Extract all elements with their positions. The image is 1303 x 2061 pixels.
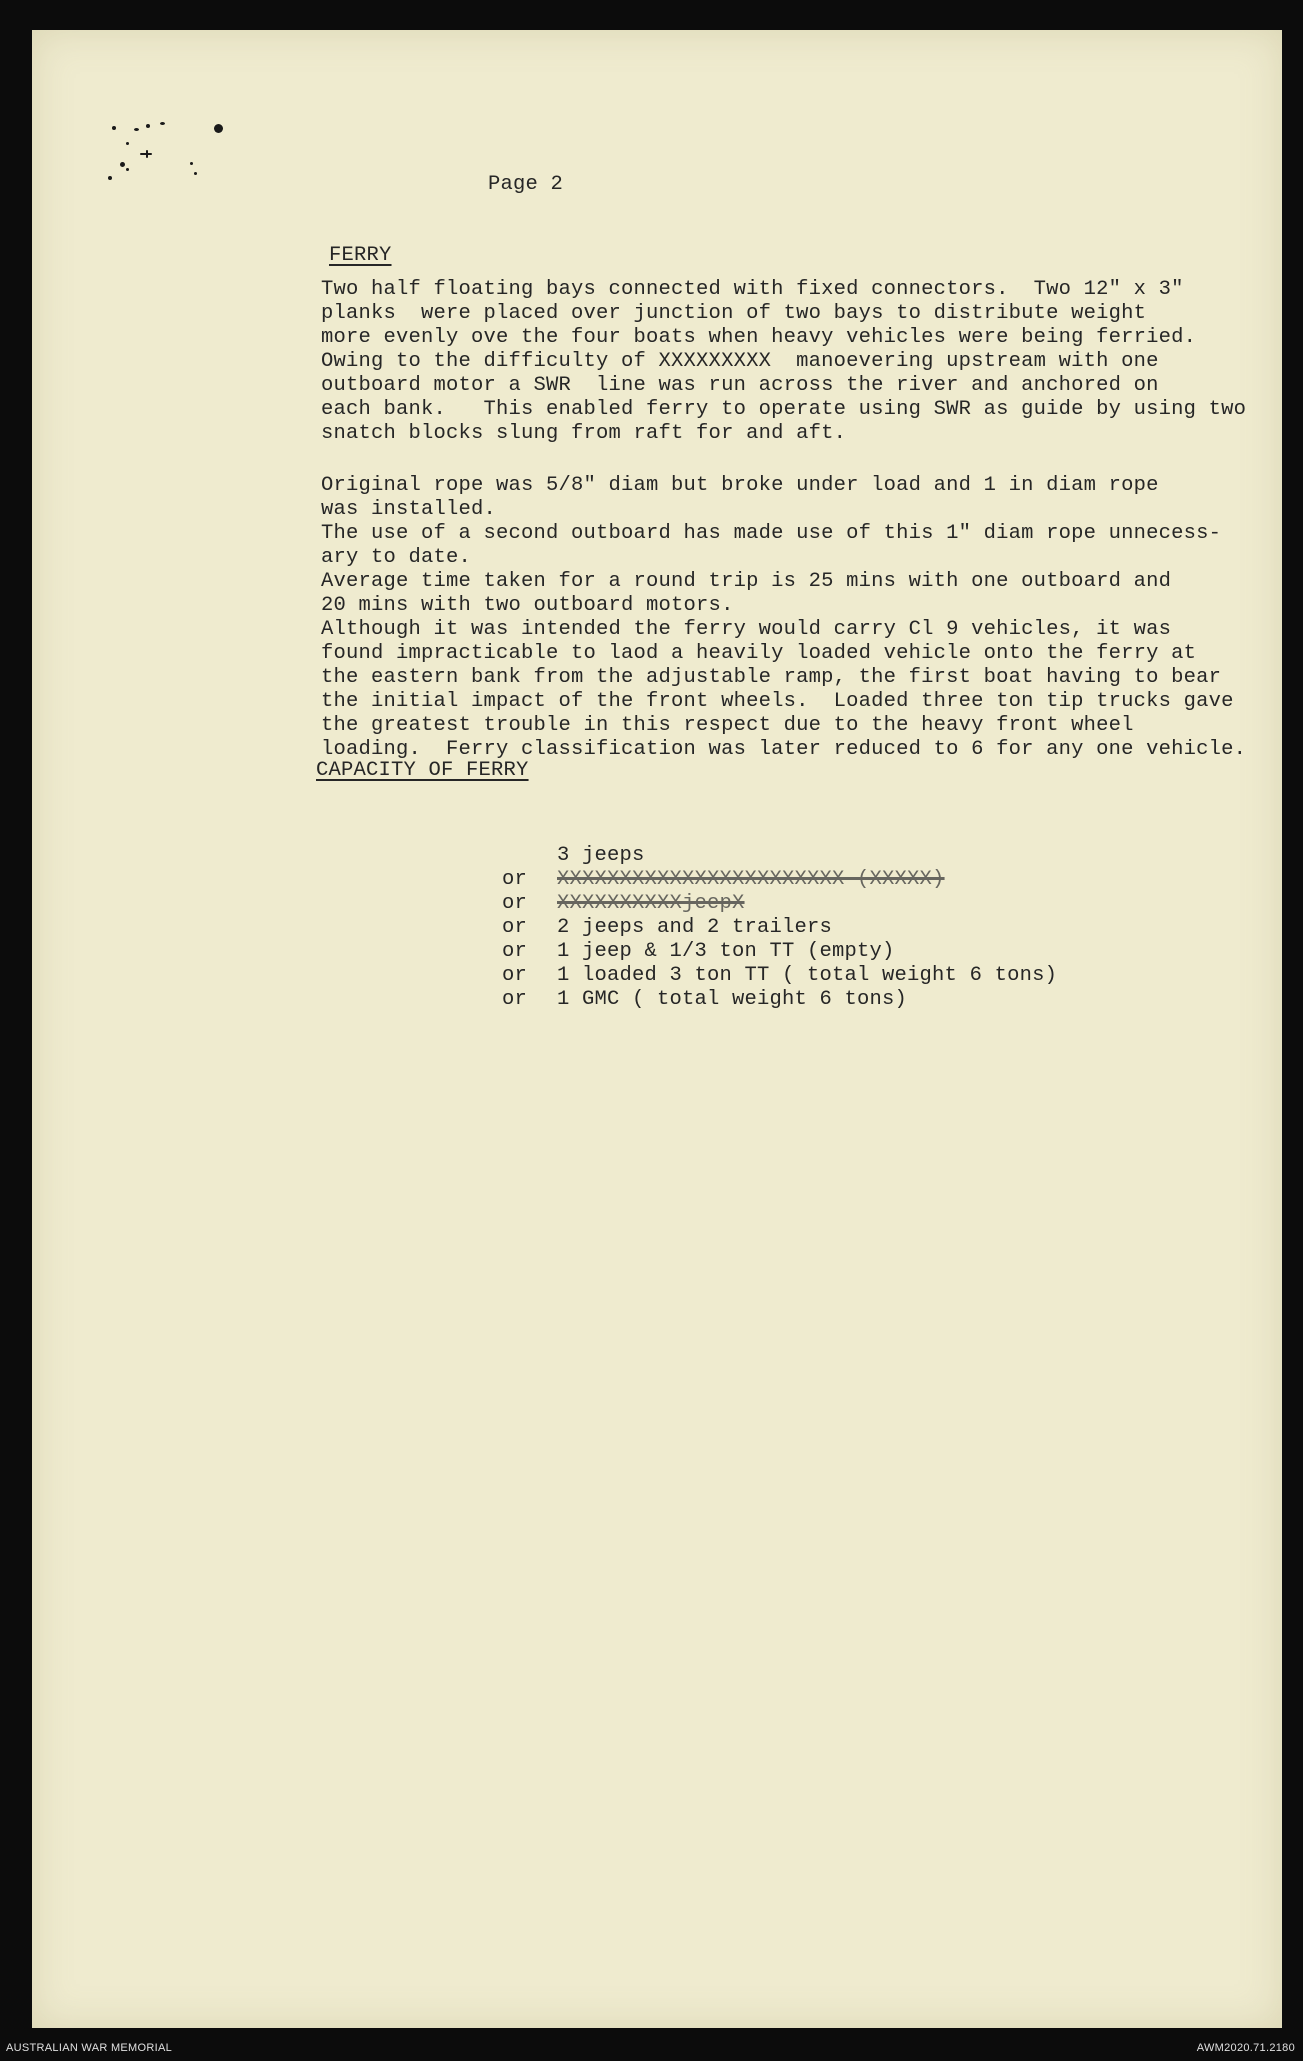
text-line: Two half floating bays connected with fixed connectors. Two 12" x 3": [321, 278, 1184, 301]
ferry-paragraph-1: [321, 278, 1281, 446]
or-prefix: or: [502, 988, 528, 1011]
text-line: the greatest trouble in this respect due to the heavy front wheel: [321, 714, 1134, 737]
text-line: found impracticable to laod a heavily loaded vehicle onto the ferry at: [321, 642, 1197, 665]
text-line: loading. Ferry classification was later reduced to 6 for any one vehicle.: [321, 738, 1247, 761]
text-line: the eastern bank from the adjustable ramp, the first boat having to bear: [321, 666, 1222, 689]
list-item: [502, 916, 1057, 940]
text-line: Although it was intended the ferry would carry Cl 9 vehicles, it was: [321, 618, 1172, 641]
list-item: [502, 892, 1057, 916]
document-page: [32, 30, 1282, 2028]
capacity-option: 2 jeeps and 2 trailers: [557, 916, 833, 939]
ferry-paragraph-4: [321, 570, 1281, 618]
or-prefix: or: [502, 916, 528, 939]
text-line: Original rope was 5/8" diam but broke under load and 1 in diam rope: [321, 474, 1159, 497]
or-prefix: or: [502, 892, 528, 915]
page-number: Page 2: [488, 173, 564, 196]
ferry-paragraph-2: [321, 474, 1281, 522]
or-prefix: or: [502, 940, 528, 963]
capacity-option: 1 jeep & 1/3 ton TT (empty): [557, 940, 895, 963]
text-line: more evenly ove the four boats when heavy vehicles were being ferried.: [321, 326, 1197, 349]
capacity-heading: CAPACITY OF FERRY: [316, 759, 529, 782]
text-line: Owing to the difficulty of XXXXXXXXX manoevering upstream with one: [321, 350, 1159, 373]
text-line: The use of a second outboard has made use of this 1" diam rope unnecess-: [321, 522, 1222, 545]
footer-institution: AUSTRALIAN WAR MEMORIAL: [6, 2042, 173, 2054]
text-line: the initial impact of the front wheels. Loaded three ton tip trucks gave: [321, 690, 1234, 713]
or-prefix: or: [502, 868, 528, 891]
text-line: Average time taken for a round trip is 25 mins with one outboard and: [321, 570, 1172, 593]
text-line: was installed.: [321, 498, 497, 521]
list-item: [502, 940, 1057, 964]
list-item: [502, 988, 1057, 1012]
text-line: each bank. This enabled ferry to operate using SWR as guide by using two: [321, 398, 1247, 421]
list-item: [502, 868, 1057, 892]
text-line: outboard motor a SWR line was run across the river and anchored on: [321, 374, 1159, 397]
text-line: snatch blocks slung from raft for and aft.: [321, 422, 847, 445]
text-line: 20 mins with two outboard motors.: [321, 594, 734, 617]
text-line: ary to date.: [321, 546, 472, 569]
ferry-paragraph-5: [321, 618, 1281, 762]
or-prefix: or: [502, 964, 528, 987]
struck-out-option: XXXXXXXXXXjeepX: [557, 892, 745, 915]
footer-accession-number: AWM2020.71.2180: [1196, 2042, 1295, 2054]
ferry-heading: FERRY: [329, 244, 392, 267]
capacity-option: 1 GMC ( total weight 6 tons): [557, 988, 908, 1011]
struck-out-option: XXXXXXXXXXXXXXXXXXXXXXX (XXXXX): [557, 868, 945, 891]
list-item: [502, 964, 1057, 988]
capacity-option: 3 jeeps: [557, 844, 645, 867]
or-prefix: [502, 844, 557, 868]
ferry-paragraph-3: [321, 522, 1281, 570]
capacity-list: [502, 844, 1057, 1012]
list-item: [502, 844, 1057, 868]
text-line: planks were placed over junction of two bays to distribute weight: [321, 302, 1147, 325]
capacity-option: 1 loaded 3 ton TT ( total weight 6 tons): [557, 964, 1058, 987]
